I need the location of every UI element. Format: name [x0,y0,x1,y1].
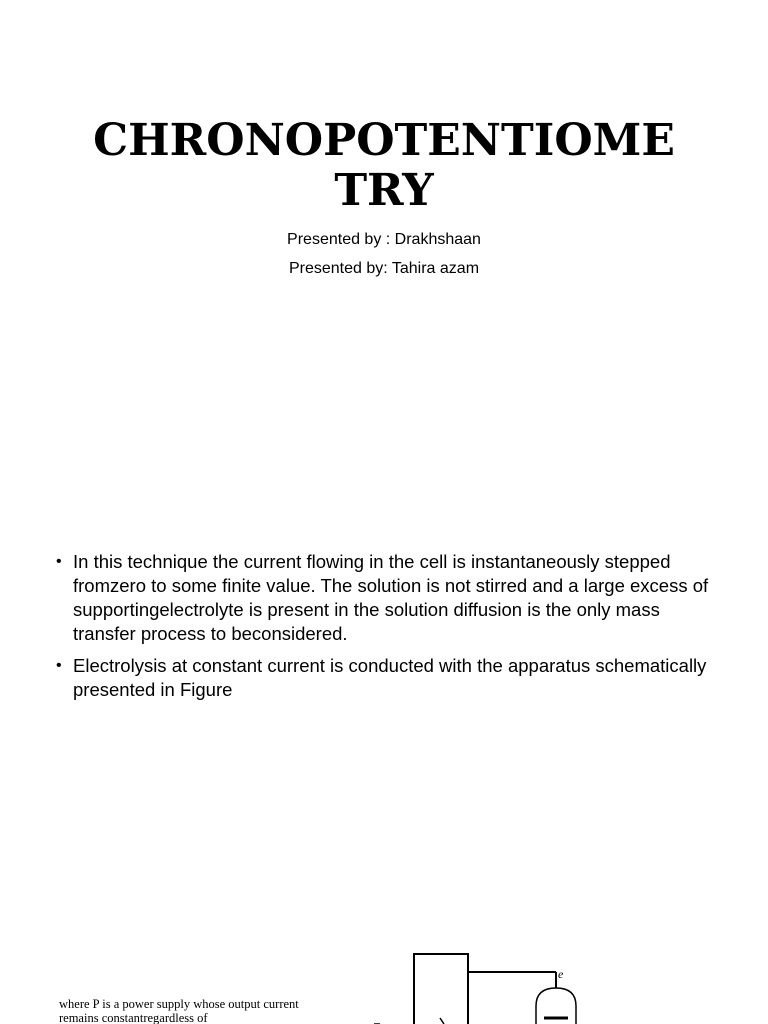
apparatus-schematic [360,940,620,1024]
bullet-item [56,550,716,646]
presenter-line-1: Presented by : Drakhshaan [287,231,481,248]
bullet-item [56,654,716,702]
bullet-marker: • [56,657,62,674]
power-supply-box [414,954,468,1024]
figure-caption: where P is a power supply whose output current remains constantregardless of [59,997,299,1024]
slide-title [0,116,768,216]
bullet-text: In this technique the current flowing in the cell is instantaneously stepped fromzero to some finite value. The solution is not stirred and a large excess of supportingelectrolyte is present in the solution diffusion is the only mass transfer process to beconsidered. [73,551,709,644]
bullet-marker: • [56,553,62,570]
bullet-text: Electrolysis at constant current is conducted with the apparatus schematically presented in Figure [73,655,707,700]
bullet-list [56,550,716,710]
presenter-line-2: Presented by: Tahira azam [288,260,480,277]
lead-stub [440,1018,444,1024]
slide-title-line-2: TRY [334,165,434,216]
electrode-label: e [558,967,564,981]
slide-title-line-1: CHRONOPOTENTIOME [93,115,675,166]
